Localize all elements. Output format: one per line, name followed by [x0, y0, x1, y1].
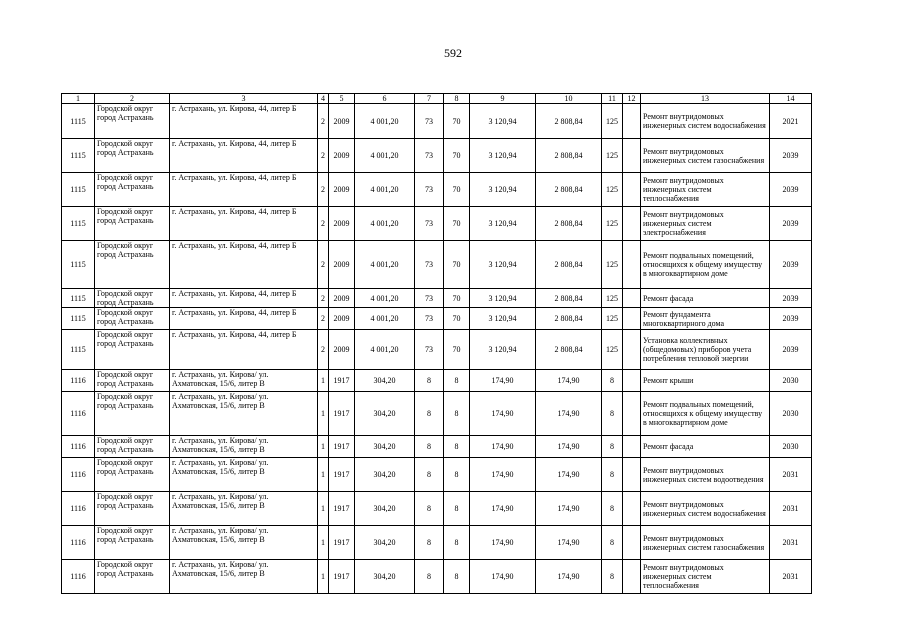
total-area-cell: 4 001,20 [355, 308, 415, 330]
col11-cell: 8 [602, 436, 623, 458]
table-row [62, 330, 812, 370]
work-type-cell: Ремонт внутридомовых инженерных систем водоснабжения [641, 492, 770, 526]
table-row [62, 207, 812, 241]
row-id-cell: 1115 [62, 289, 95, 308]
planned-year-cell: 2030 [770, 370, 812, 392]
year-cell: 1917 [329, 492, 355, 526]
col7-cell: 8 [415, 392, 444, 436]
col10-area-cell: 174,90 [536, 560, 602, 594]
column-header-9: 9 [470, 94, 536, 104]
address-cell: г. Астрахань, ул. Кирова/ ул. Ахматовская, 15/6, литер В [170, 492, 318, 526]
row-id-cell: 1116 [62, 492, 95, 526]
row-id-cell: 1116 [62, 526, 95, 560]
planned-year-cell: 2039 [770, 207, 812, 241]
col12-cell [623, 392, 641, 436]
address-cell: г. Астрахань, ул. Кирова/ ул. Ахматовская, 15/6, литер В [170, 392, 318, 436]
municipality-cell: Городской округ город Астрахань [95, 492, 170, 526]
column-header-1: 1 [62, 94, 95, 104]
planned-year-cell: 2031 [770, 560, 812, 594]
address-cell: г. Астрахань, ул. Кирова/ ул. Ахматовская, 15/6, литер В [170, 436, 318, 458]
municipality-cell: Городской округ город Астрахань [95, 104, 170, 139]
work-type-cell: Ремонт внутридомовых инженерных систем водоснабжения [641, 104, 770, 139]
column-header-5: 5 [329, 94, 355, 104]
row-id-cell: 1115 [62, 308, 95, 330]
col9-area-cell: 174,90 [470, 370, 536, 392]
row-id-cell: 1115 [62, 207, 95, 241]
col11-cell: 125 [602, 289, 623, 308]
planned-year-cell: 2031 [770, 492, 812, 526]
col8-cell: 70 [444, 308, 470, 330]
work-type-cell: Ремонт фундамента многоквартирного дома [641, 308, 770, 330]
total-area-cell: 4 001,20 [355, 207, 415, 241]
row-id-cell: 1116 [62, 370, 95, 392]
col7-cell: 73 [415, 289, 444, 308]
table-row [62, 526, 812, 560]
floors-cell: 1 [318, 436, 329, 458]
floors-cell: 1 [318, 526, 329, 560]
col11-cell: 8 [602, 560, 623, 594]
col9-area-cell: 174,90 [470, 392, 536, 436]
col12-cell [623, 308, 641, 330]
row-id-cell: 1115 [62, 139, 95, 173]
col7-cell: 8 [415, 458, 444, 492]
col9-area-cell: 174,90 [470, 458, 536, 492]
col7-cell: 73 [415, 139, 444, 173]
address-cell: г. Астрахань, ул. Кирова/ ул. Ахматовская, 15/6, литер В [170, 560, 318, 594]
col9-area-cell: 3 120,94 [470, 308, 536, 330]
work-type-cell: Ремонт подвальных помещений, относящихся к общему имуществу в многоквартирном доме [641, 241, 770, 289]
floors-cell: 2 [318, 308, 329, 330]
col8-cell: 70 [444, 330, 470, 370]
year-cell: 2009 [329, 330, 355, 370]
table-row [62, 173, 812, 207]
work-type-cell: Ремонт внутридомовых инженерных систем газоснабжения [641, 526, 770, 560]
row-id-cell: 1115 [62, 241, 95, 289]
col12-cell [623, 241, 641, 289]
col12-cell [623, 370, 641, 392]
col10-area-cell: 2 808,84 [536, 308, 602, 330]
col10-area-cell: 2 808,84 [536, 173, 602, 207]
total-area-cell: 304,20 [355, 492, 415, 526]
total-area-cell: 304,20 [355, 370, 415, 392]
address-cell: г. Астрахань, ул. Кирова, 44, литер Б [170, 241, 318, 289]
col7-cell: 73 [415, 104, 444, 139]
total-area-cell: 4 001,20 [355, 330, 415, 370]
col8-cell: 8 [444, 492, 470, 526]
row-id-cell: 1115 [62, 104, 95, 139]
col8-cell: 70 [444, 241, 470, 289]
table-body [62, 104, 812, 594]
floors-cell: 2 [318, 289, 329, 308]
col11-cell: 125 [602, 241, 623, 289]
year-cell: 1917 [329, 370, 355, 392]
floors-cell: 2 [318, 173, 329, 207]
col9-area-cell: 3 120,94 [470, 207, 536, 241]
address-cell: г. Астрахань, ул. Кирова/ ул. Ахматовская, 15/6, литер В [170, 370, 318, 392]
col7-cell: 8 [415, 370, 444, 392]
capital-repair-table [61, 93, 812, 594]
municipality-cell: Городской округ город Астрахань [95, 370, 170, 392]
year-cell: 2009 [329, 289, 355, 308]
header-row [62, 94, 812, 104]
planned-year-cell: 2030 [770, 436, 812, 458]
planned-year-cell: 2039 [770, 139, 812, 173]
table-row [62, 139, 812, 173]
col10-area-cell: 174,90 [536, 492, 602, 526]
total-area-cell: 304,20 [355, 458, 415, 492]
column-header-4: 4 [318, 94, 329, 104]
col7-cell: 8 [415, 436, 444, 458]
table-row [62, 436, 812, 458]
col9-area-cell: 174,90 [470, 492, 536, 526]
col8-cell: 8 [444, 436, 470, 458]
floors-cell: 1 [318, 492, 329, 526]
col8-cell: 8 [444, 526, 470, 560]
col9-area-cell: 174,90 [470, 436, 536, 458]
floors-cell: 1 [318, 370, 329, 392]
year-cell: 2009 [329, 104, 355, 139]
col11-cell: 8 [602, 370, 623, 392]
col9-area-cell: 3 120,94 [470, 173, 536, 207]
col11-cell: 8 [602, 526, 623, 560]
year-cell: 1917 [329, 458, 355, 492]
col10-area-cell: 2 808,84 [536, 289, 602, 308]
year-cell: 2009 [329, 308, 355, 330]
table-row [62, 560, 812, 594]
work-type-cell: Установка коллективных (общедомовых) приборов учета потребления тепловой энергии [641, 330, 770, 370]
col12-cell [623, 173, 641, 207]
col9-area-cell: 3 120,94 [470, 330, 536, 370]
table-row [62, 241, 812, 289]
column-header-11: 11 [602, 94, 623, 104]
work-type-cell: Ремонт фасада [641, 289, 770, 308]
floors-cell: 2 [318, 207, 329, 241]
total-area-cell: 304,20 [355, 392, 415, 436]
municipality-cell: Городской округ город Астрахань [95, 173, 170, 207]
municipality-cell: Городской округ город Астрахань [95, 560, 170, 594]
row-id-cell: 1115 [62, 173, 95, 207]
address-cell: г. Астрахань, ул. Кирова, 44, литер Б [170, 207, 318, 241]
col8-cell: 70 [444, 173, 470, 207]
total-area-cell: 304,20 [355, 436, 415, 458]
col10-area-cell: 174,90 [536, 458, 602, 492]
year-cell: 2009 [329, 241, 355, 289]
total-area-cell: 4 001,20 [355, 241, 415, 289]
col7-cell: 73 [415, 308, 444, 330]
col7-cell: 8 [415, 560, 444, 594]
municipality-cell: Городской округ город Астрахань [95, 526, 170, 560]
col7-cell: 8 [415, 526, 444, 560]
col10-area-cell: 174,90 [536, 526, 602, 560]
col10-area-cell: 2 808,84 [536, 139, 602, 173]
col11-cell: 8 [602, 392, 623, 436]
row-id-cell: 1115 [62, 330, 95, 370]
col8-cell: 8 [444, 560, 470, 594]
year-cell: 1917 [329, 526, 355, 560]
col9-area-cell: 174,90 [470, 560, 536, 594]
col9-area-cell: 3 120,94 [470, 289, 536, 308]
table-row [62, 392, 812, 436]
column-header-8: 8 [444, 94, 470, 104]
column-header-10: 10 [536, 94, 602, 104]
address-cell: г. Астрахань, ул. Кирова, 44, литер Б [170, 308, 318, 330]
row-id-cell: 1116 [62, 392, 95, 436]
col12-cell [623, 330, 641, 370]
col12-cell [623, 289, 641, 308]
planned-year-cell: 2039 [770, 241, 812, 289]
total-area-cell: 304,20 [355, 560, 415, 594]
work-type-cell: Ремонт внутридомовых инженерных систем электроснабжения [641, 207, 770, 241]
column-header-13: 13 [641, 94, 770, 104]
col10-area-cell: 174,90 [536, 370, 602, 392]
col7-cell: 73 [415, 173, 444, 207]
year-cell: 1917 [329, 436, 355, 458]
address-cell: г. Астрахань, ул. Кирова, 44, литер Б [170, 173, 318, 207]
table-row [62, 289, 812, 308]
total-area-cell: 4 001,20 [355, 139, 415, 173]
floors-cell: 2 [318, 139, 329, 173]
year-cell: 2009 [329, 207, 355, 241]
planned-year-cell: 2039 [770, 173, 812, 207]
municipality-cell: Городской округ город Астрахань [95, 139, 170, 173]
col12-cell [623, 526, 641, 560]
row-id-cell: 1116 [62, 436, 95, 458]
col11-cell: 125 [602, 104, 623, 139]
floors-cell: 2 [318, 330, 329, 370]
col12-cell [623, 560, 641, 594]
col10-area-cell: 2 808,84 [536, 241, 602, 289]
total-area-cell: 4 001,20 [355, 289, 415, 308]
municipality-cell: Городской округ город Астрахань [95, 436, 170, 458]
total-area-cell: 4 001,20 [355, 173, 415, 207]
floors-cell: 2 [318, 241, 329, 289]
work-type-cell: Ремонт внутридомовых инженерных систем теплоснабжения [641, 560, 770, 594]
col8-cell: 8 [444, 370, 470, 392]
table-row [62, 308, 812, 330]
col8-cell: 70 [444, 139, 470, 173]
column-header-2: 2 [95, 94, 170, 104]
col10-area-cell: 174,90 [536, 392, 602, 436]
work-type-cell: Ремонт подвальных помещений, относящихся к общему имуществу в многоквартирном доме [641, 392, 770, 436]
year-cell: 1917 [329, 392, 355, 436]
planned-year-cell: 2039 [770, 330, 812, 370]
col8-cell: 8 [444, 458, 470, 492]
column-header-14: 14 [770, 94, 812, 104]
col12-cell [623, 436, 641, 458]
col10-area-cell: 2 808,84 [536, 104, 602, 139]
row-id-cell: 1116 [62, 560, 95, 594]
col11-cell: 125 [602, 207, 623, 241]
address-cell: г. Астрахань, ул. Кирова, 44, литер Б [170, 139, 318, 173]
floors-cell: 1 [318, 392, 329, 436]
planned-year-cell: 2039 [770, 289, 812, 308]
planned-year-cell: 2030 [770, 392, 812, 436]
col12-cell [623, 139, 641, 173]
year-cell: 1917 [329, 560, 355, 594]
col10-area-cell: 2 808,84 [536, 330, 602, 370]
col7-cell: 73 [415, 330, 444, 370]
municipality-cell: Городской округ город Астрахань [95, 392, 170, 436]
planned-year-cell: 2021 [770, 104, 812, 139]
col11-cell: 8 [602, 492, 623, 526]
col9-area-cell: 3 120,94 [470, 104, 536, 139]
municipality-cell: Городской округ город Астрахань [95, 330, 170, 370]
column-header-7: 7 [415, 94, 444, 104]
floors-cell: 1 [318, 560, 329, 594]
col12-cell [623, 458, 641, 492]
work-type-cell: Ремонт внутридомовых инженерных систем теплоснабжения [641, 173, 770, 207]
table-row [62, 458, 812, 492]
col12-cell [623, 104, 641, 139]
col8-cell: 70 [444, 104, 470, 139]
col9-area-cell: 174,90 [470, 526, 536, 560]
column-header-12: 12 [623, 94, 641, 104]
col9-area-cell: 3 120,94 [470, 241, 536, 289]
planned-year-cell: 2039 [770, 308, 812, 330]
col11-cell: 125 [602, 173, 623, 207]
table-row [62, 370, 812, 392]
municipality-cell: Городской округ город Астрахань [95, 207, 170, 241]
municipality-cell: Городской округ город Астрахань [95, 458, 170, 492]
municipality-cell: Городской округ город Астрахань [95, 308, 170, 330]
col8-cell: 70 [444, 207, 470, 241]
col9-area-cell: 3 120,94 [470, 139, 536, 173]
col8-cell: 8 [444, 392, 470, 436]
col7-cell: 73 [415, 241, 444, 289]
municipality-cell: Городской округ город Астрахань [95, 289, 170, 308]
work-type-cell: Ремонт внутридомовых инженерных систем водоотведения [641, 458, 770, 492]
column-header-3: 3 [170, 94, 318, 104]
floors-cell: 2 [318, 104, 329, 139]
row-id-cell: 1116 [62, 458, 95, 492]
work-type-cell: Ремонт крыши [641, 370, 770, 392]
col8-cell: 70 [444, 289, 470, 308]
address-cell: г. Астрахань, ул. Кирова, 44, литер Б [170, 104, 318, 139]
address-cell: г. Астрахань, ул. Кирова, 44, литер Б [170, 289, 318, 308]
floors-cell: 1 [318, 458, 329, 492]
col11-cell: 125 [602, 308, 623, 330]
col10-area-cell: 174,90 [536, 436, 602, 458]
year-cell: 2009 [329, 139, 355, 173]
address-cell: г. Астрахань, ул. Кирова/ ул. Ахматовская, 15/6, литер В [170, 526, 318, 560]
column-header-6: 6 [355, 94, 415, 104]
year-cell: 2009 [329, 173, 355, 207]
page-number: 592 [444, 46, 462, 60]
col10-area-cell: 2 808,84 [536, 207, 602, 241]
planned-year-cell: 2031 [770, 458, 812, 492]
total-area-cell: 4 001,20 [355, 104, 415, 139]
col12-cell [623, 207, 641, 241]
address-cell: г. Астрахань, ул. Кирова/ ул. Ахматовская, 15/6, литер В [170, 458, 318, 492]
total-area-cell: 304,20 [355, 526, 415, 560]
col11-cell: 8 [602, 458, 623, 492]
work-type-cell: Ремонт внутридомовых инженерных систем газоснабжения [641, 139, 770, 173]
table-row [62, 104, 812, 139]
col12-cell [623, 492, 641, 526]
col7-cell: 73 [415, 207, 444, 241]
col11-cell: 125 [602, 330, 623, 370]
municipality-cell: Городской округ город Астрахань [95, 241, 170, 289]
table-row [62, 492, 812, 526]
planned-year-cell: 2031 [770, 526, 812, 560]
address-cell: г. Астрахань, ул. Кирова, 44, литер Б [170, 330, 318, 370]
work-type-cell: Ремонт фасада [641, 436, 770, 458]
col7-cell: 8 [415, 492, 444, 526]
col11-cell: 125 [602, 139, 623, 173]
